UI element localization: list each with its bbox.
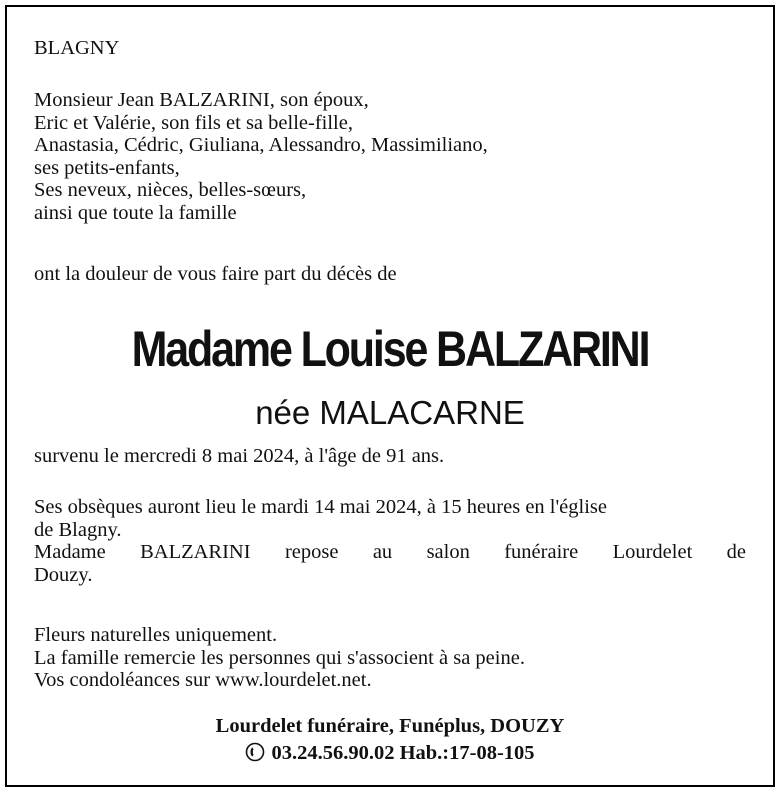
deceased-name: Madame Louise BALZARINI: [131, 321, 649, 377]
closing-line: Vos condoléances sur www.lourdelet.net.: [34, 669, 372, 691]
phone-row: [7, 740, 773, 767]
phone-icon: [245, 740, 265, 767]
family-list: [34, 89, 746, 224]
funeral-info: [34, 496, 746, 586]
funeral-line: Ses obsèques auront lieu le mardi 14 mai 2024, à 15 heures en l'église: [34, 496, 607, 518]
funeral-line: Madame BALZARINI repose au salon funéraire Lourdelet de: [34, 541, 746, 563]
funeral-line: de Blagny.: [34, 518, 122, 541]
family-line: ainsi que toute la famille: [34, 201, 237, 224]
funeral-home-name: Lourdelet funéraire, Funéplus, DOUZY: [215, 715, 565, 737]
funeral-line: Douzy.: [34, 563, 93, 586]
death-info: survenu le mercredi 8 mai 2024, à l'âge de 91 ans.: [34, 445, 445, 467]
family-line: Ses neveux, nièces, belles-sœurs,: [34, 179, 307, 201]
obituary-notice: [5, 5, 775, 787]
closing-line: La famille remercie les personnes qui s'associent à sa peine.: [34, 646, 525, 669]
announcement: ont la douleur de vous faire part du décès de: [34, 263, 397, 285]
family-line: Eric et Valérie, son fils et sa belle-fille,: [34, 111, 353, 134]
family-line: ses petits-enfants,: [34, 156, 180, 179]
closing-line: Fleurs naturelles uniquement.: [34, 624, 278, 646]
birth-name: née MALACARNE: [255, 394, 525, 431]
phone-number: 03.24.56.90.02 Hab.:17-08-105: [271, 742, 535, 764]
family-line: Anastasia, Cédric, Giuliana, Alessandro, Massimiliano,: [34, 134, 488, 156]
closing-notes: [34, 624, 746, 692]
family-line: Monsieur Jean BALZARINI, son époux,: [34, 89, 369, 111]
town: BLAGNY: [34, 37, 120, 59]
funeral-home-footer: [7, 713, 773, 767]
